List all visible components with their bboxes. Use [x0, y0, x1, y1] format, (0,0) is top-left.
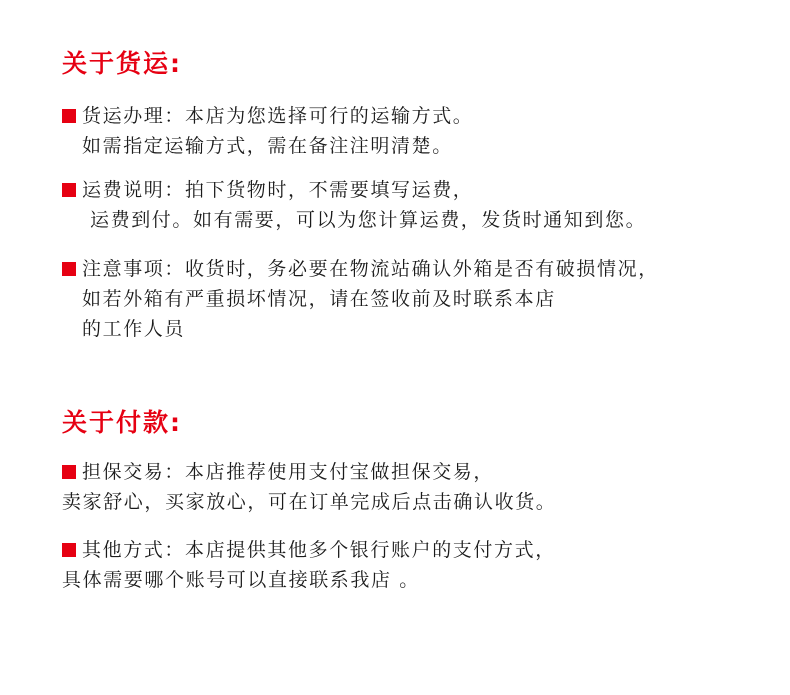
shipping-item-fee-line-1: 运费说明：拍下货物时，不需要填写运费，	[62, 181, 473, 200]
payment-heading: 关于付款:	[62, 408, 182, 437]
bullet-square-icon	[62, 262, 76, 276]
shipping-item-handling-line-2: 如需指定运输方式，需在备注注明清楚。	[82, 135, 453, 157]
shipping-item-notice-line-2: 如若外箱有严重损坏情况，请在签收前及时联系本店	[82, 288, 556, 310]
bullet-square-icon	[62, 183, 76, 197]
shipping-heading: 关于货运:	[62, 49, 182, 78]
bullet-square-icon	[62, 543, 76, 557]
shipping-item-notice-line-3: 的工作人员	[82, 318, 186, 340]
payment-item-escrow-line-2: 卖家舒心，买家放心，可在订单完成后点击确认收货。	[62, 491, 557, 513]
payment-item-other-line-2: 具体需要哪个账号可以直接联系我店 。	[62, 569, 420, 591]
payment-item-other-line-1: 其他方式：本店提供其他多个银行账户的支付方式，	[62, 541, 556, 560]
shipping-item-fee-line-2: 运费到付。如有需要，可以为您计算运费，发货时通知到您。	[90, 209, 647, 231]
bullet-square-icon	[62, 109, 76, 123]
bullet-square-icon	[62, 465, 76, 479]
payment-item-escrow-line-1: 担保交易：本店推荐使用支付宝做担保交易，	[62, 463, 494, 482]
shipping-item-handling-line-1: 货运办理：本店为您选择可行的运输方式。	[62, 107, 473, 126]
shipping-item-notice-line-1: 注意事项：收货时，务必要在物流站确认外箱是否有破损情况，	[62, 260, 659, 279]
